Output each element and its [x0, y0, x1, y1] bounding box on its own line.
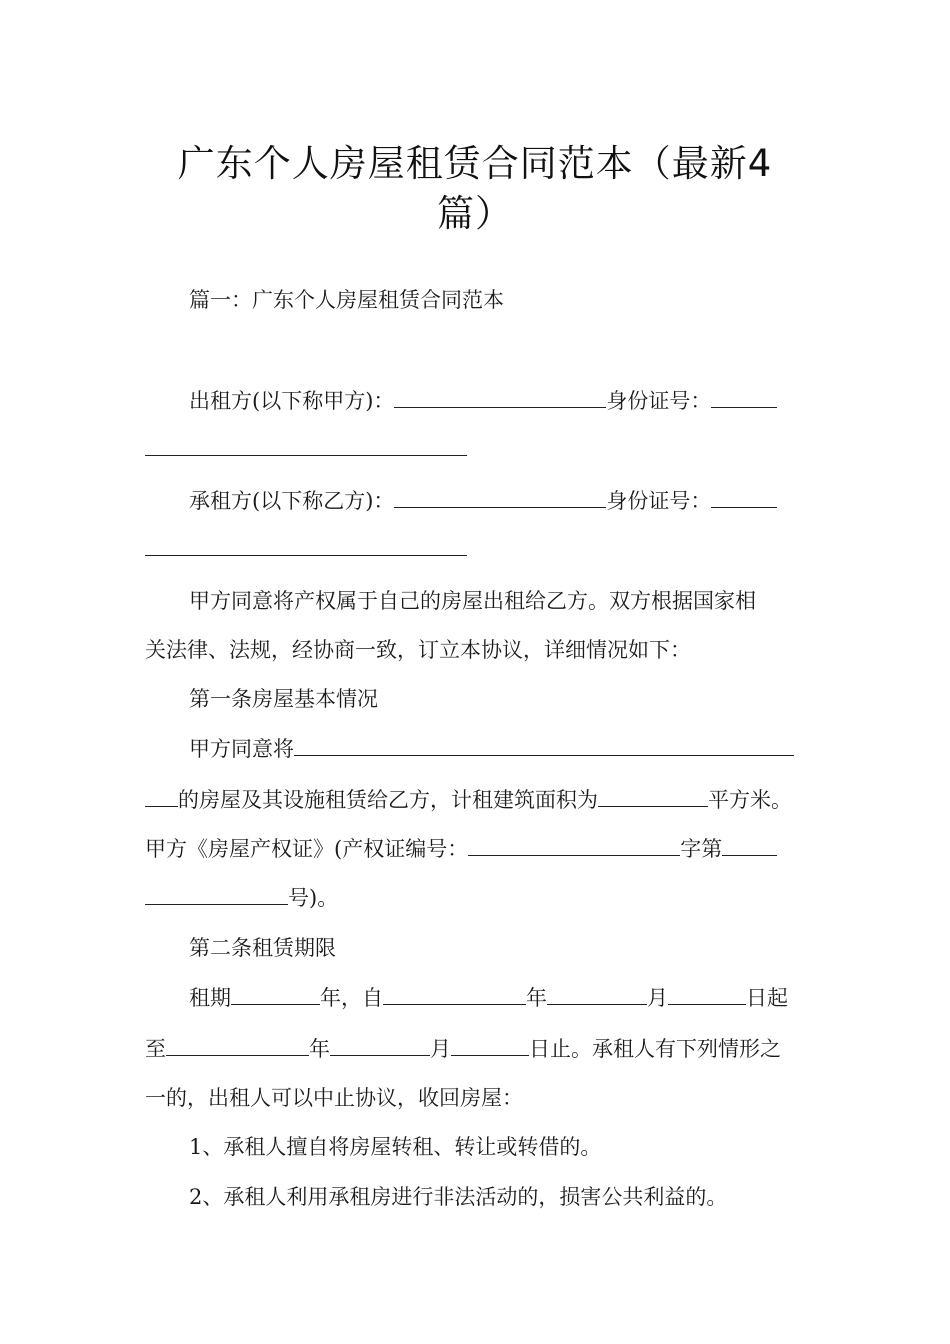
intro-line1: 甲方同意将产权属于自己的房屋出租给乙方。双方根据国家相 [189, 589, 756, 613]
article1-line2 [145, 785, 810, 815]
lessee-line [145, 486, 854, 516]
start-year-blank [383, 985, 526, 1005]
a2-l2-b: 年 [309, 1037, 330, 1061]
a2-l1-d: 月 [647, 986, 668, 1010]
lessee-name-blank [394, 488, 606, 508]
lessee-id-label: 身份证号： [606, 489, 712, 513]
intro-line2: 关法律、法规，经协商一致，订立本协议，详细情况如下： [145, 638, 691, 662]
a1-l3-text-a: 甲方《房屋产权证》(产权证编号： [145, 837, 469, 861]
a2-l1-e: 日起 [746, 986, 788, 1010]
a1-l4-text: 号)。 [288, 886, 339, 910]
article1-line1 [145, 734, 854, 764]
a2-l2-c: 月 [430, 1037, 451, 1061]
lessor-name-blank [394, 388, 606, 408]
a1-l2-text-b: 平方米。 [708, 788, 792, 812]
a1-l3-text-b: 字第 [680, 837, 723, 861]
article2-title: 第二条租赁期限 [189, 936, 336, 960]
article2-line1 [145, 983, 854, 1013]
article2-line2 [145, 1034, 810, 1064]
a2-l2-d: 日止。承租人有下列情形之 [529, 1037, 781, 1061]
lessor-id-blank-cont [145, 436, 467, 456]
list-item-1: 1、承租人擅自将房屋转租、转让或转借的。 [189, 1135, 602, 1159]
a2-l1-a: 租期 [189, 986, 231, 1010]
start-day-blank [668, 985, 746, 1005]
article1-line4 [145, 883, 810, 913]
property-address-blank [294, 736, 794, 756]
certificate-number-blank [722, 836, 777, 856]
end-day-blank [451, 1036, 529, 1056]
lessor-id-label: 身份证号： [606, 389, 712, 413]
certificate-blank [468, 836, 680, 856]
lessor-label: 出租方(以下称甲方)： [189, 389, 395, 413]
end-year-blank [166, 1036, 309, 1056]
section-heading: 篇一：广东个人房屋租赁合同范本 [189, 288, 504, 312]
lessor-id-blank [711, 388, 777, 408]
article1-title: 第一条房屋基本情况 [189, 687, 378, 711]
lessee-id-continuation [145, 534, 810, 564]
area-blank [598, 787, 708, 807]
a1-l1-text: 甲方同意将 [189, 737, 294, 761]
lessor-line [145, 386, 854, 416]
a1-l2-text-a: 的房屋及其设施租赁给乙方，计租建筑面积为 [178, 788, 598, 812]
lessor-id-continuation [145, 434, 810, 464]
a2-l2-a: 至 [145, 1037, 166, 1061]
article1-line3 [145, 834, 810, 864]
lessee-id-blank [711, 488, 777, 508]
end-month-blank [330, 1036, 430, 1056]
property-address-blank-cont [145, 787, 178, 807]
start-month-blank [547, 985, 647, 1005]
document-title-line2: 篇） [437, 192, 513, 235]
list-item-2: 2、承租人利用承租房进行非法活动的，损害公共利益的。 [189, 1185, 728, 1209]
certificate-number-blank-cont [145, 885, 288, 905]
article2-line3: 一的，出租人可以中止协议，收回房屋： [145, 1086, 523, 1110]
a2-l1-c: 年 [526, 986, 547, 1010]
lessee-id-blank-cont [145, 536, 467, 556]
lease-years-blank [231, 985, 320, 1005]
document-title-line1: 广东个人房屋租赁合同范本（最新4 [177, 142, 773, 185]
lessee-label: 承租方(以下称乙方)： [189, 489, 395, 513]
a2-l1-b: 年，自 [320, 986, 383, 1010]
